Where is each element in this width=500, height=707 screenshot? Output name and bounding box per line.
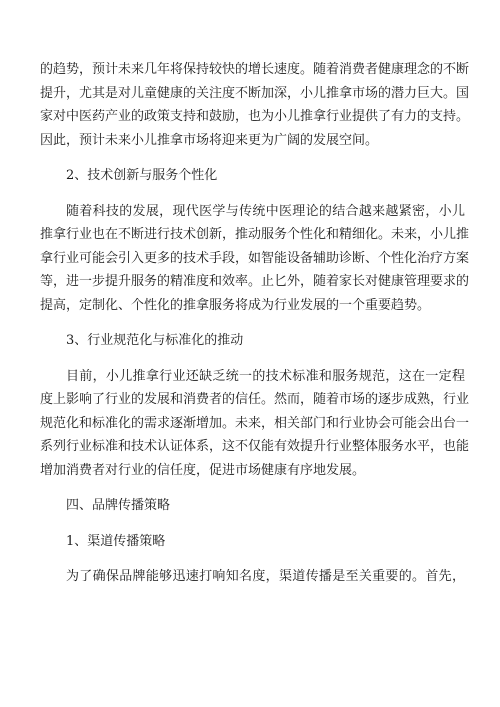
text-line: 目前，小儿推拿行业还缺乏统一的技术标准和服务规范，这在一定程 xyxy=(66,368,465,384)
text-line: 等，进一步提升服务的精准度和效率。止匕外，随着家长对健康管理要求的 xyxy=(40,274,470,289)
text-line: 的趋势，预计未来几年将保持较快的增长速度。随着消费者健康理念的不断 xyxy=(40,62,470,77)
text-line: 增加消费者对行业的信任度，促进市场健康有序地发展。 xyxy=(40,462,366,478)
section-heading-tech-innovation: 2、技术创新与服务个性化 xyxy=(66,168,218,183)
text-line: 规范化和标准化的需求逐渐增加。未来，相关部门和行业协会可能会出台一 xyxy=(40,415,470,431)
text-line: 推拿行业也在不断进行技术创新，推动服务个性化和精细化。未来，小儿推 xyxy=(40,227,470,242)
text-line: 提升，尤其是对儿童健康的关注度不断加深，小儿推拿市场的潜力巨大。国 xyxy=(40,85,470,101)
document-body xyxy=(40,58,470,589)
paragraph-tech-innovation xyxy=(40,200,470,318)
text-line: 家对中医药产业的政策支持和鼓励，也为小儿推拿行业提供了有力的支持。 xyxy=(40,109,470,124)
text-line: 为了确保品牌能够迅速打响知名度，渠道传播是至关重要的。首先， xyxy=(66,569,465,584)
section-heading-channel-strategy: 1、渠道传播策略 xyxy=(66,533,166,549)
paragraph-standardization xyxy=(40,365,470,483)
text-line: 随着科技的发展，现代医学与传统中医理论的结合越来越紧密，小儿 xyxy=(66,203,465,219)
section-heading-standardization: 3、行业规范化与标准化的推动 xyxy=(66,333,244,348)
paragraph-market-outlook xyxy=(40,58,470,152)
text-line: 提高，定制化、个性化的推拿服务将成为行业发展的一个重要趋势。 xyxy=(40,297,431,313)
text-line: 拿行业可能会引入更多的技术手段，如智能设备辅助诊断、个性化治疗方案 xyxy=(40,250,470,266)
paragraph-channel-strategy xyxy=(40,565,465,589)
text-line: 因此，预计未来小儿推拿市场将迎来更为广阔的发展空间。 xyxy=(40,132,379,148)
text-line: 度上影响了行业的发展和消费者的信任。然而，随着市场的逐步成熟，行业 xyxy=(40,392,470,407)
text-line: 系列行业标准和技术认证体系，这不仅能有效提升行业整体服务水平，也能 xyxy=(40,439,470,454)
section-heading-brand-strategy: 四、品牌传播策略 xyxy=(66,498,171,513)
